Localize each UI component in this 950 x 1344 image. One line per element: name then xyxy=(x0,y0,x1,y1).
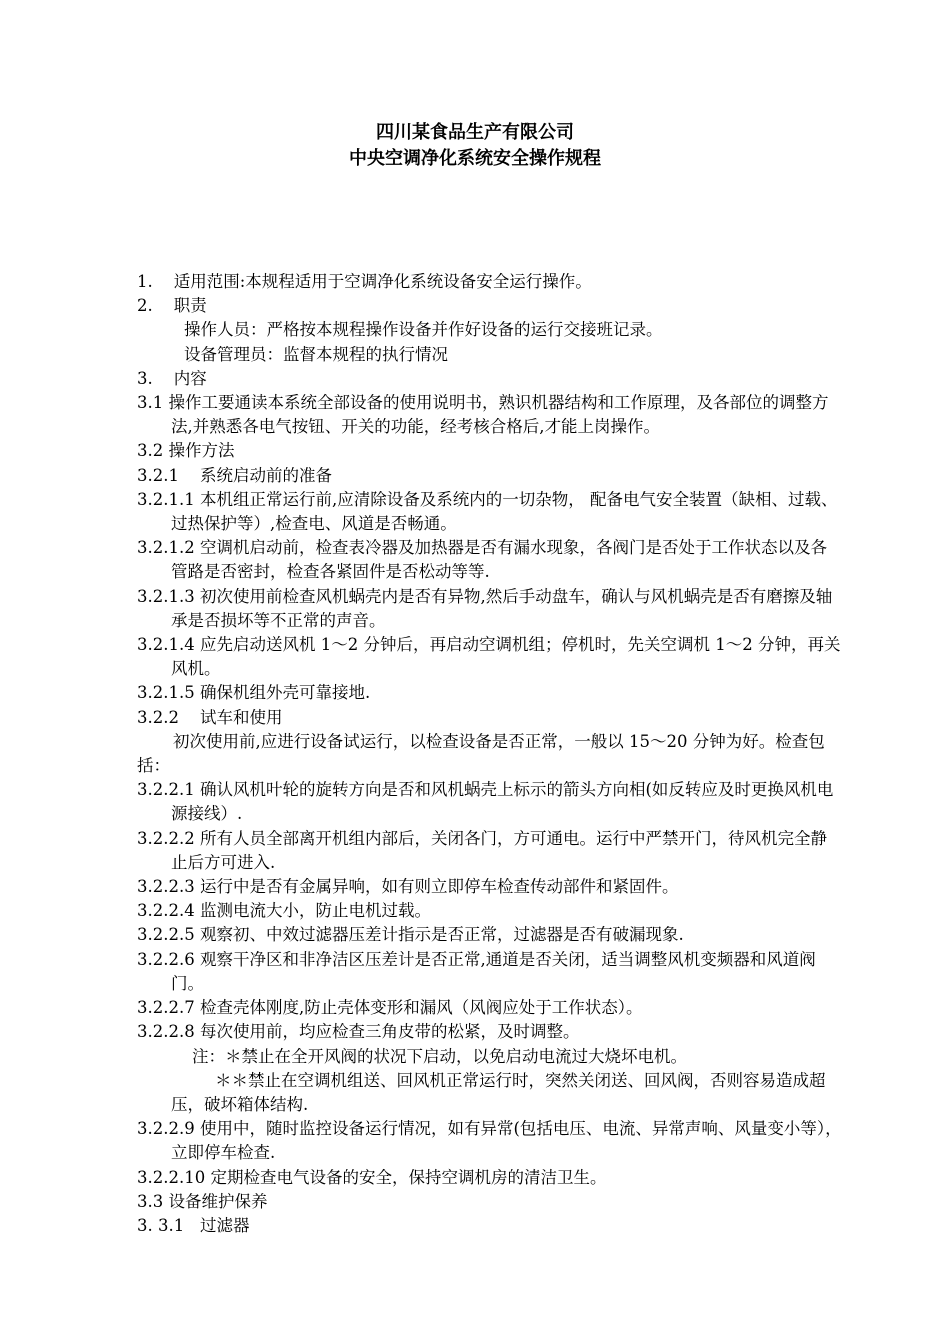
item-3-2-2-9: 3.2.2.9 使用中，随时监控设备运行情况，如有异常(包括电压、电流、异常声响、风量变小等），立即停车检查. xyxy=(137,1119,842,1163)
item-3-2-2-1: 3.2.2.1 确认风机叶轮的旋转方向是否和风机蜗壳上标示的箭头方向相(如反转应及时更换风机电源接线）. xyxy=(137,780,834,824)
item-3-2-1-2: 3.2.1.2 空调机启动前，检查表冷器及加热器是否有漏水现象，各阀门是否处于工作状态以及各管路是否密封，检查各紧固件是否松动等等. xyxy=(137,538,827,582)
section-3-1: 3.1 操作工要通读本系统全部设备的使用说明书，熟识机器结构和工作原理，及各部位的调整方法,并熟悉各电气按钮、开关的功能，经考核合格后,才能上岗操作。 xyxy=(137,393,829,437)
item-3-2-2-10: 3.2.2.10 定期检查电气设备的安全，保持空调机房的清洁卫生。 xyxy=(137,1167,607,1187)
item-3-2-2-7: 3.2.2.7 检查壳体刚度,防止壳体变形和漏风（风阀应处于工作状态）。 xyxy=(137,998,643,1018)
item-3-2-1-1: 3.2.1.1 本机组正常运行前,应清除设备及系统内的一切杂物， 配备电气安全装置（缺相、过载、过热保护等）,检查电、风道是否畅通。 xyxy=(137,489,838,534)
section-2-heading: 2. 职责 xyxy=(137,296,207,316)
company-name: 四川某食品生产有限公司 xyxy=(376,122,574,143)
section-3-heading: 3. 内容 xyxy=(137,368,207,388)
note-2: ＊＊禁止在空调机组送、回风机正常运行时，突然关闭送、回风阀，否则容易造成超压，破坏箱体结构. xyxy=(171,1070,826,1114)
section-3-2-2-intro: 初次使用前,应进行设备试运行，以检查设备是否正常，一般以 15～20 分钟为好。检查包括： xyxy=(137,731,825,776)
item-3-2-2-8: 3.2.2.8 每次使用前，均应检查三角皮带的松紧，及时调整。 xyxy=(137,1022,580,1042)
section-3-2-2-heading: 3.2.2 试车和使用 xyxy=(137,707,283,727)
document-body xyxy=(137,270,842,1238)
item-3-2-1-5: 3.2.1.5 确保机组外壳可靠接地. xyxy=(137,683,371,703)
section-3-2-1-heading: 3.2.1 系统启动前的准备 xyxy=(137,465,332,485)
item-3-2-1-4: 3.2.1.4 应先启动送风机 1～2 分钟后，再启动空调机组；停机时，先关空调机 1～2 分钟，再关风机。 xyxy=(137,635,841,679)
operator-duty: 操作人员：严格按本规程操作设备并作好设备的运行交接班记录。 xyxy=(184,320,663,340)
section-1-scope: 1. 适用范围:本规程适用于空调净化系统设备安全运行操作。 xyxy=(137,272,592,291)
note-1: 注：＊禁止在全开风阀的状况下启动，以免启动电流过大烧坏电机。 xyxy=(192,1046,687,1066)
item-3-2-2-5: 3.2.2.5 观察初、中效过滤器压差计指示是否正常，过滤器是否有破漏现象. xyxy=(137,925,684,945)
section-3-3-heading: 3.3 设备维护保养 xyxy=(137,1191,268,1211)
section-3-2-heading: 3.2 操作方法 xyxy=(137,441,235,461)
document-title: 中央空调净化系统安全操作规程 xyxy=(349,148,601,169)
section-3-3-1-heading: 3. 3.1 过滤器 xyxy=(137,1215,250,1235)
item-3-2-2-2: 3.2.2.2 所有人员全部离开机组内部后，关闭各门，方可通电。运行中严禁开门，待风机完全静止后方可进入. xyxy=(137,828,827,872)
item-3-2-1-3: 3.2.1.3 初次使用前检查风机蜗壳内是否有异物,然后手动盘车，确认与风机蜗壳是否有磨擦及轴承是否损坏等不正常的声音。 xyxy=(137,586,833,630)
item-3-2-2-4: 3.2.2.4 监测电流大小，防止电机过载。 xyxy=(137,901,431,921)
item-3-2-2-3: 3.2.2.3 运行中是否有金属异响，如有则立即停车检查传动部件和紧固件。 xyxy=(137,877,679,897)
item-3-2-2-6: 3.2.2.6 观察干净区和非净洁区压差计是否正常,通道是否关闭，适当调整风机变频器和风道阀门。 xyxy=(137,949,816,993)
manager-duty: 设备管理员：监督本规程的执行情况 xyxy=(184,344,448,364)
